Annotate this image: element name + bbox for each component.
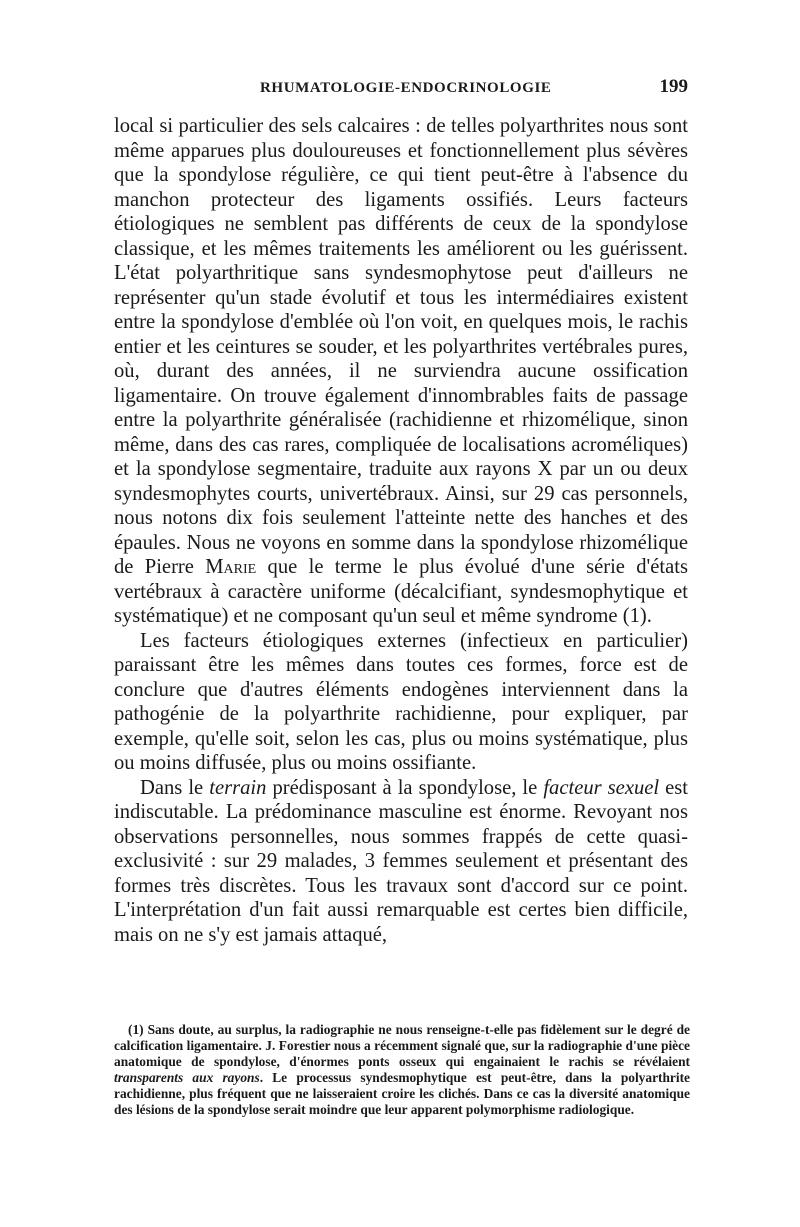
paragraph-2 <box>114 629 688 776</box>
text-run: local si particulier des sels calcaires : de telles polyarthrites nous sont même apparues plus douloureuses et fonctionnellement plus sévères que la spondylose régulière, ce qui tient peut-être à l'absence du manchon protecteur des ligaments ossifiés. Leurs facteurs étiologiques ne semblent pas différents de ceux de la spondylose classique, et les mêmes traitements les améliorent ou les guérissent. L'état polyarthritique sans syndesmophytose peut d'ailleurs ne représenter qu'un stade évolutif et tous les intermédiaires existent entre la spondylose d'emblée où l'on voit, en quelques mois, le rachis entier et les ceintures se souder, et les polyarthrites vertébrales pures, où, durant des années, il ne surviendra aucune ossification ligamentaire. On trouve également d'innombrables faits de passage entre la polyarthrite généralisée (rachidienne et rhizomélique, sinon même, dans des cas rares, compliquée de localisations acroméliques) et la spondylose segmentaire, traduite aux rayons X par un ou deux syndesmophytes courts, univertébraux. Ainsi, sur 29 cas personnels, nous notons dix fois seulement l'atteinte nette des hanches et des épaules. Nous ne voyons en somme dans la spondylose rhizomélique de Pierre <box>114 115 688 578</box>
italic-terrain: terrain <box>209 776 267 799</box>
footnote-text: . Le processus syndesmophytique est peut-être, dans la polyarthrite rachidienne, plus fréquent que ne laisseraient croire les clichés. Dans ce cas la diversité anatomique des lésions de la spondylose serait moindre que leur apparent polymorphisme radiologique. <box>114 1070 690 1117</box>
text-run: Les facteurs étiologiques externes (infectieux en particulier) paraissant être les mêmes dans toutes ces formes, force est de conclure que d'autres éléments endogènes interviennent dans la pathogénie de la polyarthrite rachidienne, pour expliquer, par exemple, qu'elle soit, selon les cas, plus ou moins systématique, plus ou moins diffusée, plus ou moins ossifiante. <box>114 629 688 774</box>
text-run: Dans le <box>140 776 210 799</box>
page-number: 199 <box>659 76 688 97</box>
footnote-italic: transparents aux rayons <box>114 1070 260 1085</box>
author-name-marie: Marie <box>205 556 257 578</box>
page-header <box>114 76 688 104</box>
text-run: est indiscutable. La prédominance masculine est énorme. Revoyant nos observations personnelles, nous sommes frappés de cette quasi-exclusivité : sur 29 malades, 3 femmes seulement et présentant des formes très discrètes. Tous les travaux sont d'accord sur ce point. L'interprétation d'un fait aussi remarquable est certes bien difficile, mais on ne s'y est jamais attaqué, <box>114 776 689 946</box>
paragraph-1 <box>114 114 688 629</box>
text-run: prédisposant à la spondylose, le <box>266 776 544 799</box>
text-run: que le terme le plus évolué d'une série d'états vertébraux à caractère uniforme (décalcifiant, syndesmophytique et systématique) et ne composant qu'un seul et même syndrome (1). <box>114 556 689 627</box>
italic-facteur-sexuel: facteur sexuel <box>543 776 660 799</box>
footnote-area <box>114 1022 690 1118</box>
footnote-text: (1) Sans doute, au surplus, la radiographie ne nous renseigne-t-elle pas fidèlement sur le degré de calcification ligamentaire. J. Forestier nous a récemment signalé que, sur la radiographie d'une pièce anatomique de spondylose, d'énormes ponts osseux qui engainaient le rachis se révélaient <box>114 1022 690 1069</box>
running-title: RHUMATOLOGIE-ENDOCRINOLOGIE <box>260 80 552 96</box>
paragraph-3 <box>114 776 688 948</box>
footnote-1 <box>114 1022 690 1118</box>
body-text <box>114 114 688 947</box>
